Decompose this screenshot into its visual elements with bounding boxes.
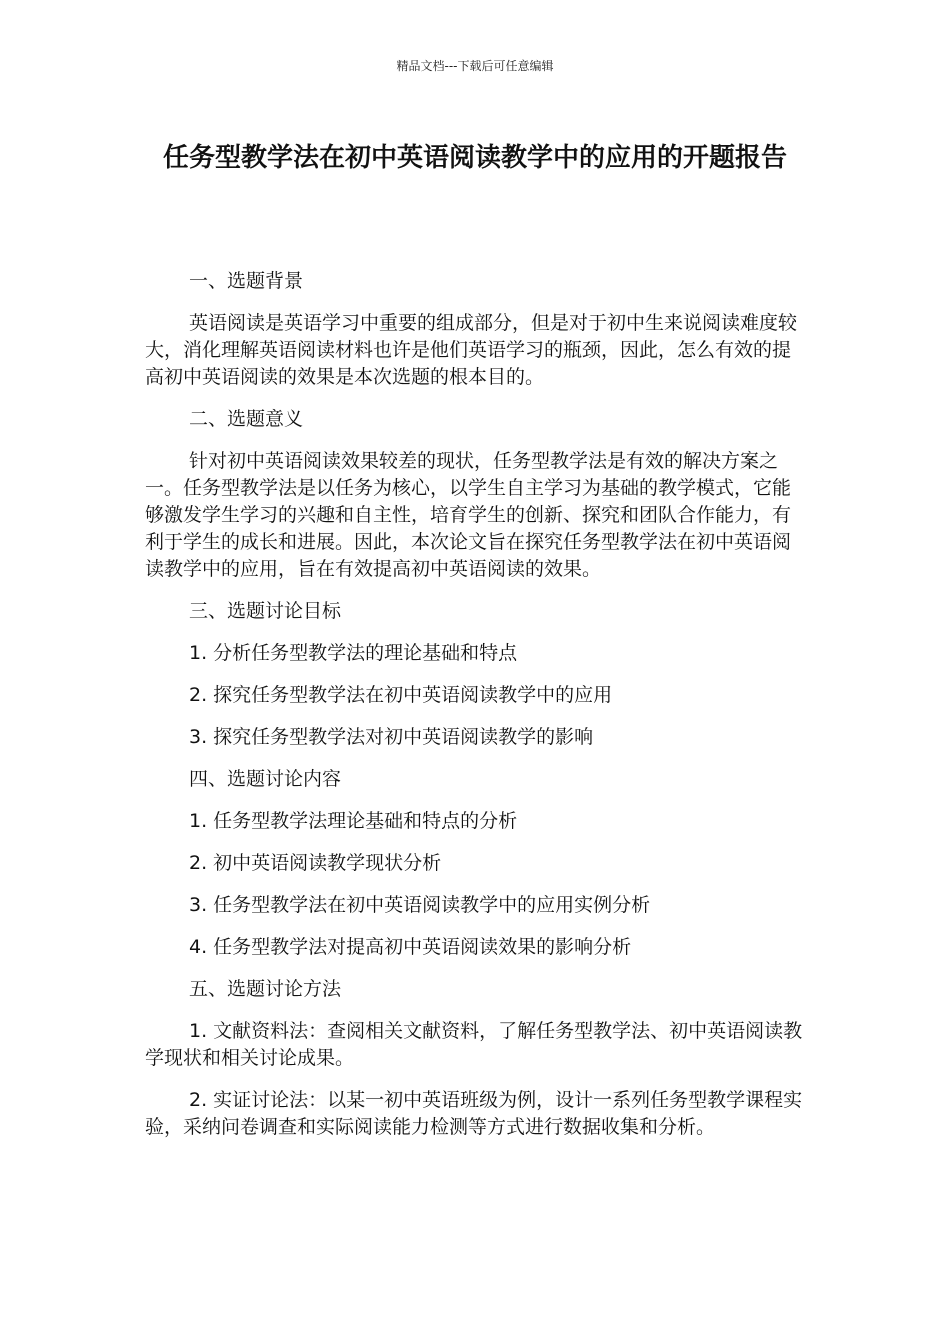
document-body: [145, 268, 805, 1156]
section-heading-background: 一、选题背景: [189, 270, 304, 292]
paragraph-background: 英语阅读是英语学习中重要的组成部分，但是对于初中生来说阅读难度较大，消化理解英语阅读材料也许是他们英语学习的瓶颈，因此，怎么有效的提高初中英语阅读的效果是本次选题的根本目的。: [145, 312, 798, 388]
list-item-method-1: 1. 文献资料法：查阅相关文献资料，了解任务型教学法、初中英语阅读教学现状和相关讨论成果。: [145, 1020, 803, 1069]
section-heading-content: 四、选题讨论内容: [189, 768, 342, 790]
paragraph-significance: 针对初中英语阅读效果较差的现状，任务型教学法是有效的解决方案之一。任务型教学法是以任务为核心，以学生自主学习为基础的教学模式，它能够激发学生学习的兴趣和自主性，培育学生的创新、探究和团队合作能力，有利于学生的成长和进展。因此，本次论文旨在探究任务型教学法在初中英语阅读教学中的应用，旨在有效提高初中英语阅读的效果。: [145, 450, 792, 580]
list-item-goal-1: 1. 分析任务型教学法的理论基础和特点: [189, 642, 518, 664]
document-title: 任务型教学法在初中英语阅读教学中的应用的开题报告: [162, 143, 787, 173]
list-item-content-2: 2. 初中英语阅读教学现状分析: [189, 852, 442, 874]
list-item-goal-2: 2. 探究任务型教学法在初中英语阅读教学中的应用: [189, 684, 613, 706]
list-item-content-1: 1. 任务型教学法理论基础和特点的分析: [189, 810, 518, 832]
section-heading-significance: 二、选题意义: [189, 408, 304, 430]
page-header-note: 精品文档---下载后可任意编辑: [396, 59, 554, 73]
list-item-content-4: 4. 任务型教学法对提高初中英语阅读效果的影响分析: [189, 936, 632, 958]
list-item-goal-3: 3. 探究任务型教学法对初中英语阅读教学的影响: [189, 726, 594, 748]
section-heading-goals: 三、选题讨论目标: [189, 600, 342, 622]
list-item-method-2: 2. 实证讨论法：以某一初中英语班级为例，设计一系列任务型教学课程实验，采纳问卷调查和实际阅读能力检测等方式进行数据收集和分析。: [145, 1089, 803, 1138]
section-heading-methods: 五、选题讨论方法: [189, 978, 342, 1000]
list-item-content-3: 3. 任务型教学法在初中英语阅读教学中的应用实例分析: [189, 894, 651, 916]
